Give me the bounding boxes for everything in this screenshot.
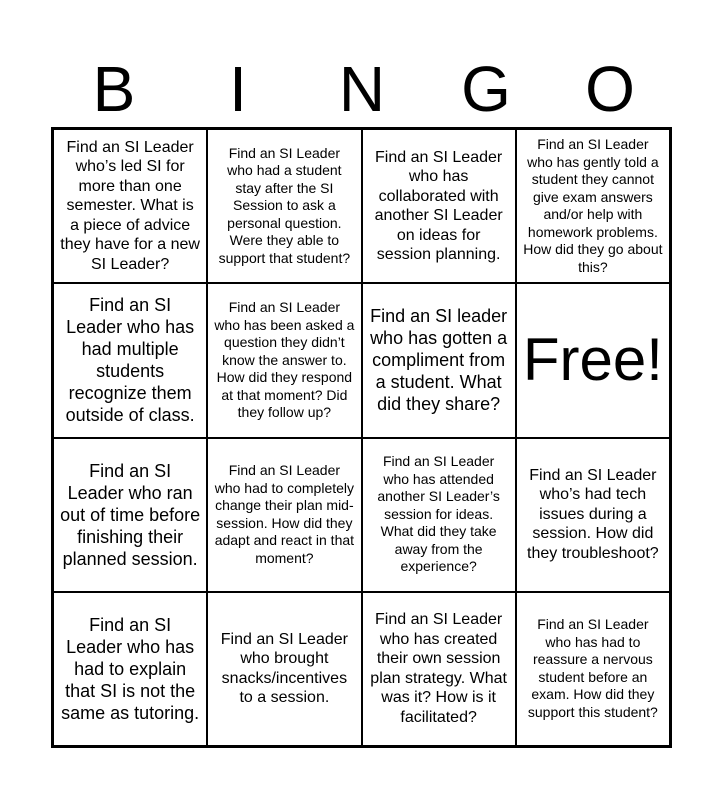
bingo-cell[interactable] bbox=[516, 438, 670, 592]
bingo-header bbox=[52, 50, 672, 128]
bingo-cell[interactable] bbox=[207, 129, 361, 283]
cell-text: Find an SI Leader who’s had tech issues during a session. How did they troubleshoot? bbox=[527, 466, 659, 562]
cell-text: Find an SI Leader who has gently told a student they cannot give exam answers and/or help with homework problems. How did they go about this? bbox=[523, 136, 663, 275]
free-space-text: Free! bbox=[522, 326, 663, 394]
cell-text: Find an SI Leader who has had to explain that SI is not the same as tutoring. bbox=[61, 614, 200, 723]
bingo-cell[interactable] bbox=[516, 592, 670, 746]
cell-text: Find an SI Leader who has collaborated with another SI Leader on ideas for session planning. bbox=[374, 148, 503, 264]
cell-text: Find an SI Leader who has had multiple students recognize them outside of class. bbox=[65, 295, 195, 426]
bingo-cell[interactable] bbox=[53, 592, 207, 746]
bingo-cell[interactable] bbox=[207, 592, 361, 746]
bingo-cell[interactable] bbox=[53, 438, 207, 592]
bingo-cell[interactable] bbox=[53, 283, 207, 437]
bingo-cell[interactable] bbox=[362, 129, 516, 283]
bingo-board bbox=[51, 127, 672, 748]
cell-text: Find an SI leader who has gotten a compliment from a student. What did they share? bbox=[370, 306, 508, 415]
cell-text: Find an SI Leader who ran out of time before finishing their planned session. bbox=[60, 460, 201, 569]
cell-text: Find an SI Leader who has been asked a question they didn’t know the answer to. How did they respond at that moment? Did they follow up? bbox=[214, 299, 355, 421]
cell-text: Find an SI Leader who brought snacks/incentives to a session. bbox=[220, 630, 348, 707]
header-letter-o: O bbox=[585, 53, 635, 125]
free-space-cell[interactable] bbox=[516, 283, 670, 437]
cell-text: Find an SI Leader who’s led SI for more than one semester. What is a piece of advice they have for a new SI Leader? bbox=[60, 138, 200, 273]
cell-text: Find an SI Leader who has attended another SI Leader’s session for ideas. What did they take away from the experience? bbox=[377, 453, 500, 575]
bingo-cell[interactable] bbox=[53, 129, 207, 283]
bingo-cell[interactable] bbox=[516, 129, 670, 283]
bingo-cell[interactable] bbox=[362, 592, 516, 746]
cell-text: Find an SI Leader who had to completely change their plan mid-session. How did they adapt and react in that moment? bbox=[214, 462, 355, 566]
header-letter-n: N bbox=[338, 53, 386, 125]
header-letter-g: G bbox=[461, 53, 511, 125]
bingo-cell[interactable] bbox=[362, 283, 516, 437]
header-letter-b: B bbox=[92, 53, 136, 125]
cell-text: Find an SI Leader who had a student stay after the SI Session to ask a personal question. Were they able to support that student? bbox=[218, 144, 351, 266]
bingo-cell[interactable] bbox=[362, 438, 516, 592]
header-letter-i: I bbox=[229, 53, 247, 125]
cell-text: Find an SI Leader who has had to reassure a nervous student before an exam. How did they support this student? bbox=[527, 616, 658, 720]
bingo-cell[interactable] bbox=[207, 438, 361, 592]
cell-text: Find an SI Leader who has created their own session plan strategy. What was it? How is it facilitated? bbox=[370, 611, 507, 726]
bingo-cell[interactable] bbox=[207, 283, 361, 437]
